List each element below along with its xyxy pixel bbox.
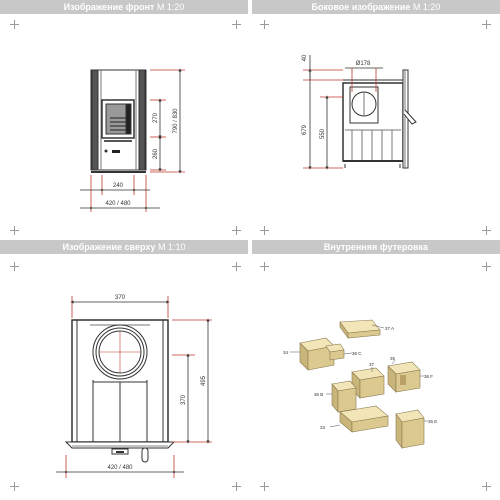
part-label-36b: 36 B	[314, 392, 324, 397]
part-label-37: 37	[369, 362, 375, 367]
top-view-scale: M 1:10	[157, 242, 186, 252]
side-dim-679: 679	[302, 124, 308, 136]
lining-view-title: Внутренняя футеровка	[323, 242, 429, 252]
brick-35-36f	[388, 362, 420, 392]
front-view-drawing	[91, 70, 146, 172]
part-label-37a: 37 A	[385, 326, 395, 331]
side-dim-550: 550	[320, 128, 326, 140]
top-dim-420-480: 420 / 480	[107, 465, 133, 471]
part-label-34: 34	[283, 350, 289, 355]
side-view-scale: M 1:20	[412, 2, 441, 12]
front-dim-240: 240	[112, 183, 124, 189]
part-label-35: 35	[390, 356, 396, 361]
side-view-title: Боковое изображение	[311, 2, 411, 12]
lining-parts	[300, 320, 424, 448]
front-view-scale: M 1:20	[156, 2, 185, 12]
part-label-36e: 36 E	[428, 419, 438, 424]
side-view-drawing	[343, 70, 416, 168]
brick-37	[352, 368, 384, 398]
side-dim-40: 40	[302, 54, 308, 62]
top-view-title: Изображение сверху	[62, 242, 156, 252]
front-dim-790-830: 790 / 830	[173, 108, 179, 134]
top-dim-370-depth: 370	[181, 394, 187, 406]
front-view-title: Изображение фронт	[63, 2, 155, 12]
top-dim-370-width: 370	[114, 295, 126, 301]
brick-37a	[340, 320, 380, 338]
top-dim-495: 495	[201, 375, 207, 387]
part-label-36f: 36 F	[424, 374, 434, 379]
front-dim-260: 260	[153, 148, 159, 160]
brick-36e	[396, 410, 424, 448]
front-dim-270: 270	[153, 112, 159, 124]
brick-34	[300, 338, 334, 370]
top-view-drawing	[66, 320, 174, 462]
front-dim-420-480: 420 / 480	[105, 201, 131, 207]
brick-36b	[332, 381, 356, 412]
part-label-36c: 36 C	[352, 351, 362, 356]
part-label-33: 33	[320, 425, 326, 430]
side-dim-flue: Ø178	[355, 61, 371, 67]
